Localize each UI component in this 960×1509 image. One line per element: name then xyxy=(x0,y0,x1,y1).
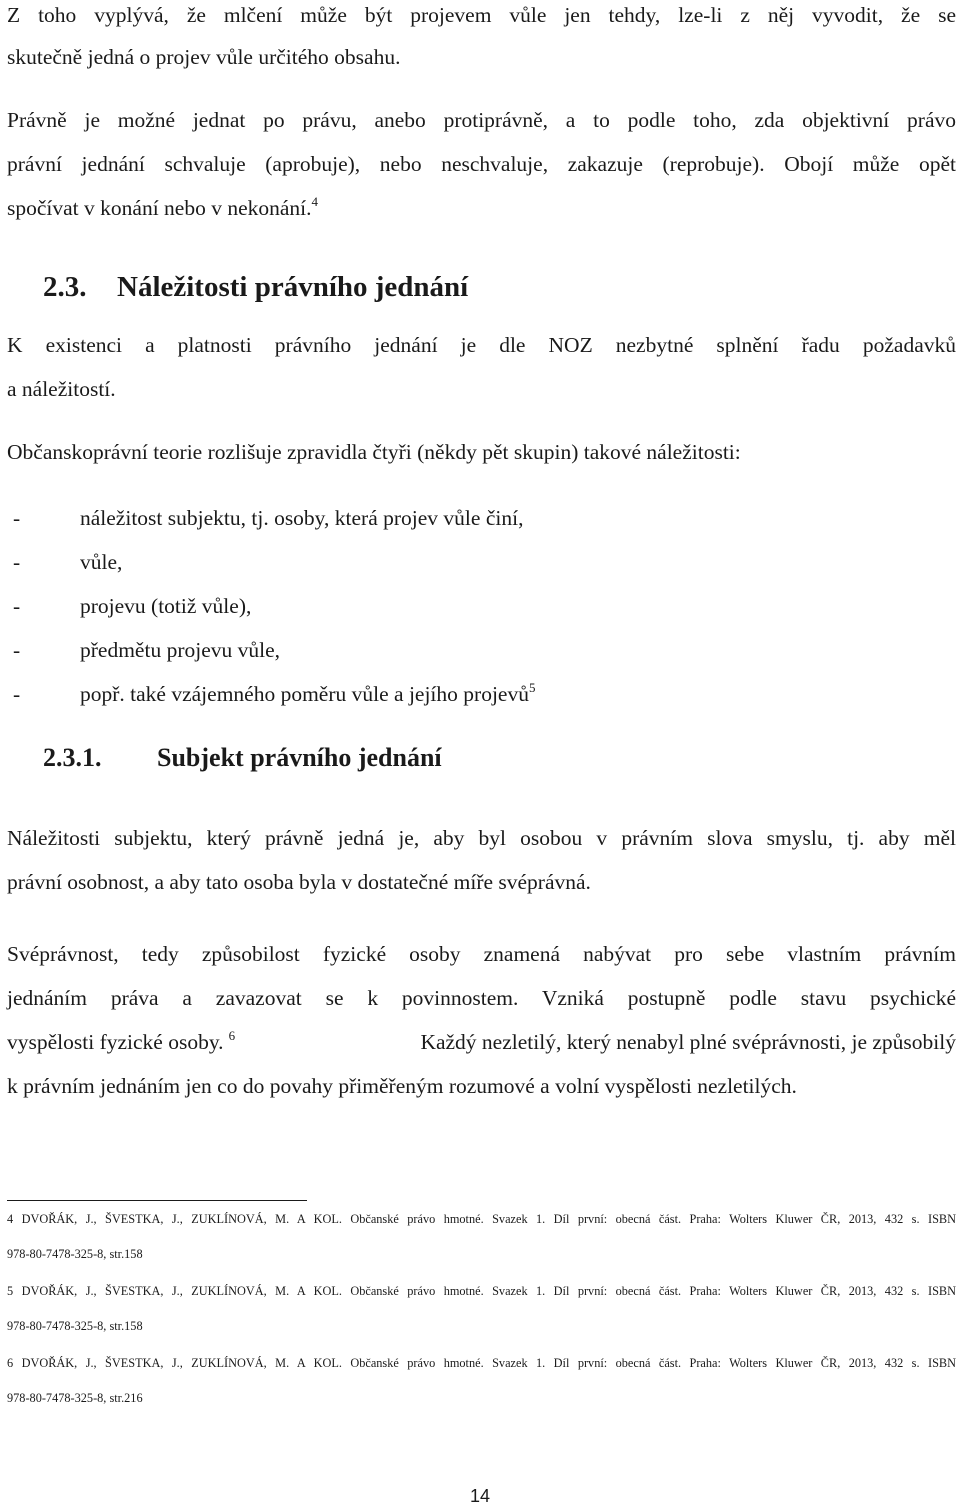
page-number: 14 xyxy=(469,1486,491,1506)
list-dash: - xyxy=(13,594,21,618)
text-fragment: Každý nezletilý, který nenabyl plné svéprávnosti, je způsobilý xyxy=(420,1030,956,1054)
footnote-line: 6 DVOŘÁK, J., ŠVESTKA, J., ZUKLÍNOVÁ, M. A KOL. Občanské právo hmotné. Svazek 1. Díl první: obecná část. Praha: Wolters Kluwer ČR, 2013, 432 s. ISBN xyxy=(7,1356,956,1370)
list-item xyxy=(13,593,251,619)
text-line: Právně je možné jednat po právu, anebo protiprávně, a to podle toho, zda objektivní právo xyxy=(7,108,956,132)
text-fragment: spočívat v konání nebo v nekonání. xyxy=(7,196,312,220)
text-line: jednáním práva a zavazovat se k povinnostem. Vzniká postupně podle stavu psychické xyxy=(7,986,956,1010)
footnote-separator xyxy=(7,1200,307,1201)
section-title: Náležitosti právního jednání xyxy=(117,271,469,303)
text-line: Z toho vyplývá, že mlčení může být projevem vůle jen tehdy, lze-li z něj vyvodit, že se xyxy=(7,3,956,27)
list-dash: - xyxy=(13,638,21,662)
text-fragment xyxy=(7,1029,235,1055)
list-item-text: náležitost subjektu, tj. osoby, která projev vůle činí, xyxy=(80,506,524,530)
section-heading xyxy=(43,271,468,304)
list-item-text: předmětu projevu vůle, xyxy=(80,638,281,662)
list-dash: - xyxy=(13,550,21,574)
text-line: právní jednání schvaluje (aprobuje), nebo neschvaluje, zakazuje (reprobuje). Obojí může opět xyxy=(7,152,956,176)
footnote-ref: 6 xyxy=(228,1028,236,1043)
list-item xyxy=(13,637,280,663)
footnote-line: 978-80-7478-325-8, str.158 xyxy=(7,1319,143,1333)
footnote-line: 978-80-7478-325-8, str.158 xyxy=(7,1247,143,1261)
footnote-ref: 4 xyxy=(311,194,319,209)
section-number: 2.3. xyxy=(43,271,87,303)
text-line: Náležitosti subjektu, který právně jedná je, aby byl osobou v právním slova smyslu, tj. aby měl xyxy=(7,826,956,850)
list-item xyxy=(13,505,523,531)
footnote-line: 4 DVOŘÁK, J., ŠVESTKA, J., ZUKLÍNOVÁ, M. A KOL. Občanské právo hmotné. Svazek 1. Díl první: obecná část. Praha: Wolters Kluwer ČR, 2013, 432 s. ISBN xyxy=(7,1212,956,1226)
list-item xyxy=(13,549,122,575)
subsection-heading xyxy=(43,743,442,773)
section-number: 2.3.1. xyxy=(43,743,102,772)
text-fragment: vyspělosti fyzické osoby. xyxy=(7,1030,224,1054)
list-dash: - xyxy=(13,506,21,530)
text-line xyxy=(7,195,956,221)
footnote-line: 978-80-7478-325-8, str.216 xyxy=(7,1391,143,1405)
text-line: skutečně jedná o projev vůle určitého obsahu. xyxy=(7,45,401,69)
text-line: Svéprávnost, tedy způsobilost fyzické osoby znamená nabývat pro sebe vlastním právním xyxy=(7,942,956,966)
text-line: právní osobnost, a aby tato osoba byla v dostatečné míře svéprávná. xyxy=(7,870,591,894)
list-item-text: popř. také vzájemného poměru vůle a jejího projevů xyxy=(80,682,529,706)
text-line: K existenci a platnosti právního jednání je dle NOZ nezbytné splnění řadu požadavků xyxy=(7,333,956,357)
list-item xyxy=(13,681,535,707)
text-line: Občanskoprávní teorie rozlišuje zpravidla čtyři (někdy pět skupin) takové náležitosti: xyxy=(7,440,741,464)
section-title: Subjekt právního jednání xyxy=(157,743,442,772)
list-item-text: projevu (totiž vůle), xyxy=(80,594,252,618)
list-dash: - xyxy=(13,682,21,706)
list-item-text: vůle, xyxy=(80,550,123,574)
footnote-line: 5 DVOŘÁK, J., ŠVESTKA, J., ZUKLÍNOVÁ, M. A KOL. Občanské právo hmotné. Svazek 1. Díl první: obecná část. Praha: Wolters Kluwer ČR, 2013, 432 s. ISBN xyxy=(7,1284,956,1298)
footnote-ref: 5 xyxy=(528,680,536,695)
text-line: a náležitostí. xyxy=(7,377,116,401)
text-line: k právním jednáním jen co do povahy přiměřeným rozumové a volní vyspělosti nezletilých. xyxy=(7,1074,797,1098)
text-line xyxy=(7,1029,956,1055)
